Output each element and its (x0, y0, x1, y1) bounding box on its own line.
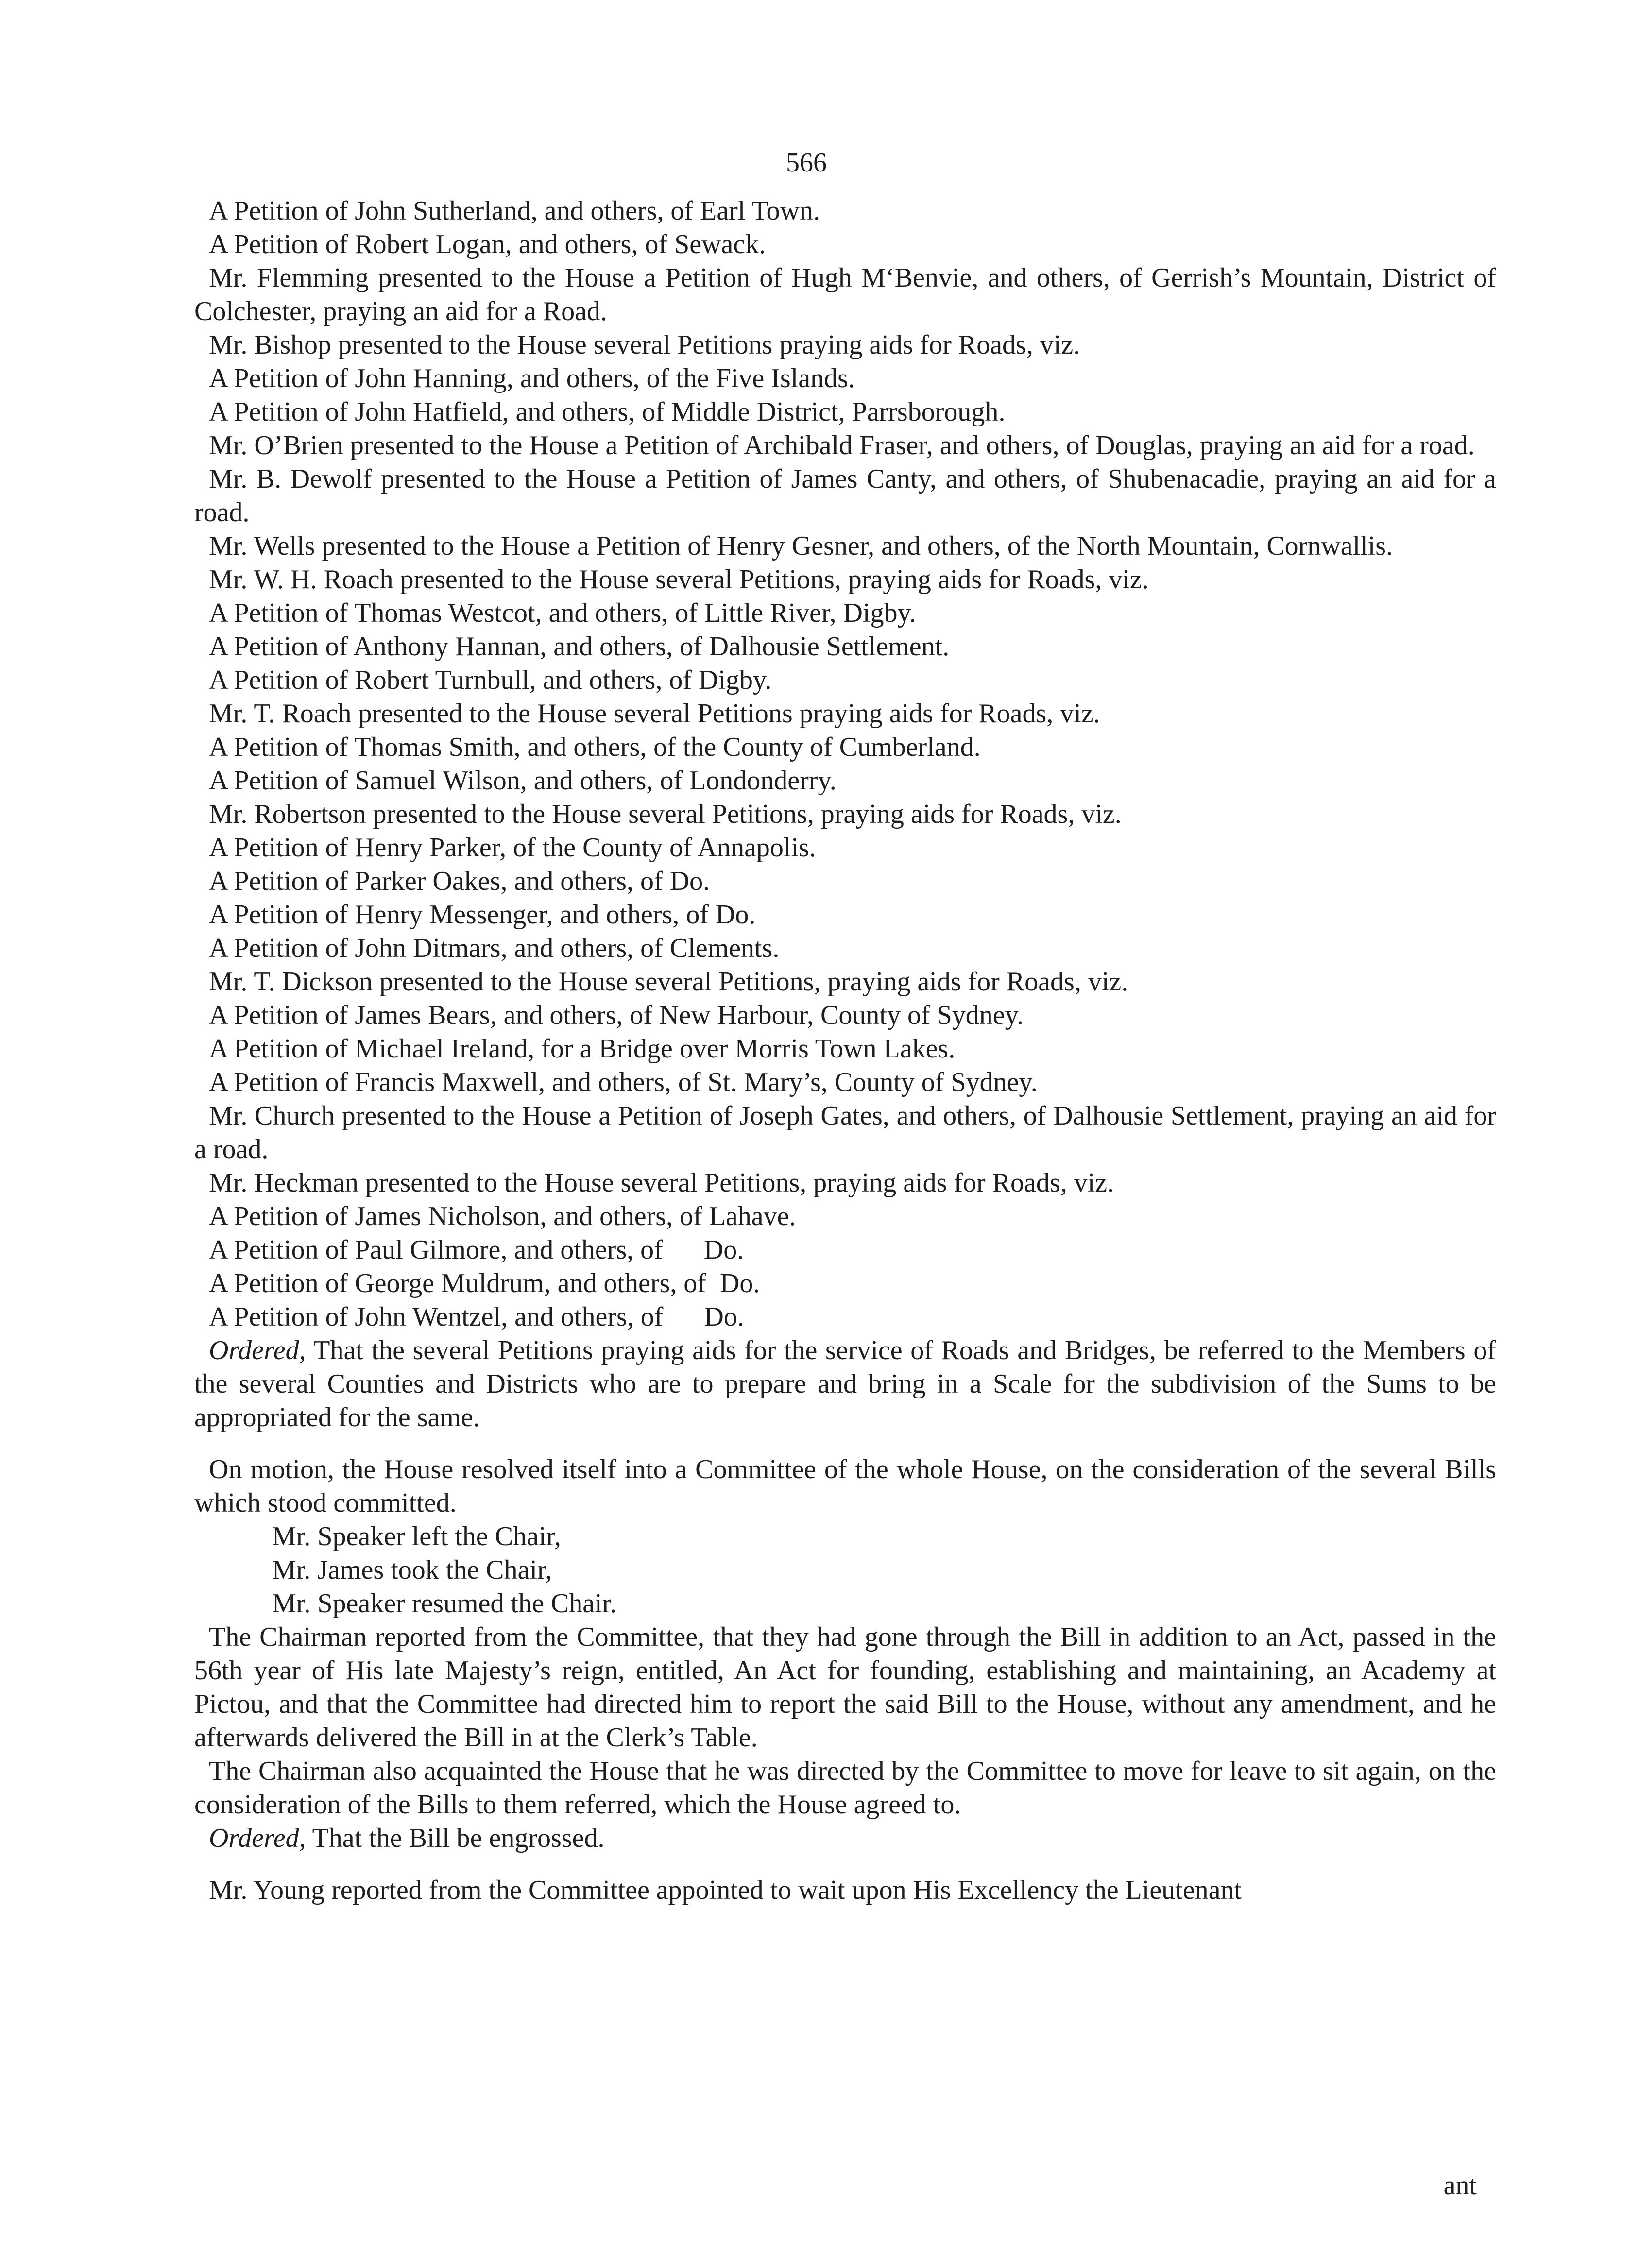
ordered-lead: Ordered, (209, 1823, 306, 1853)
chair-entry: Mr. Speaker resumed the Chair. (272, 1588, 617, 1619)
petition-entry: A Petition of Thomas Westcot, and others, of Little River, Digby. (209, 598, 916, 628)
presentation-entry: Mr. Heckman presented to the House several Petitions, praying aids for Roads, viz. (209, 1168, 1114, 1198)
presentation-entry: Mr. T. Roach presented to the House several Petitions praying aids for Roads, viz. (209, 699, 1100, 729)
presentation-entry: Mr. T. Dickson presented to the House several Petitions, praying aids for Roads, viz. (209, 967, 1128, 997)
presentation-entry: Mr. O’Brien presented to the House a Petition of Archibald Fraser, and others, of Douglas, praying an aid for a road. (209, 430, 1475, 460)
report-entry: The Chairman also acquainted the House that he was directed by the Committee to move for leave to sit again, on the consideration of the Bills to them referred, which the House agreed to. (194, 1756, 1496, 1820)
motion-entry: On motion, the House resolved itself into a Committee of the whole House, on the consideration of the several Bills which stood committed. (194, 1454, 1496, 1518)
report-entry: Mr. Young reported from the Committee appointed to wait upon His Excellency the Lieutenant (209, 1875, 1242, 1905)
presentation-entry: Mr. Church presented to the House a Petition of Joseph Gates, and others, of Dalhousie Settlement, praying an aid for a road. (194, 1101, 1496, 1164)
presentation-entry: Mr. Robertson presented to the House several Petitions, praying aids for Roads, viz. (209, 799, 1122, 829)
petition-entry: A Petition of John Ditmars, and others, of Clements. (209, 933, 780, 963)
petition-entry: A Petition of Robert Logan, and others, of Sewack. (209, 229, 766, 259)
presentation-entry: Mr. Flemming presented to the House a Petition of Hugh M‘Benvie, and others, of Gerrish’s Mountain, District of Colchester, praying an aid for a Road. (194, 263, 1496, 326)
petition-entry: A Petition of Paul Gilmore, and others, of Do. (209, 1235, 744, 1265)
petition-entry: A Petition of John Sutherland, and others, of Earl Town. (209, 196, 820, 226)
ordered-lead: Ordered, (209, 1335, 306, 1365)
petition-entry: A Petition of Anthony Hannan, and others, of Dalhousie Settlement. (209, 631, 950, 662)
petition-entry: A Petition of George Muldrum, and others, of Do. (209, 1268, 760, 1298)
petition-entry: A Petition of Thomas Smith, and others, of the County of Cumberland. (209, 732, 981, 762)
journal-text (194, 194, 1496, 1907)
catchword: ant (1443, 2170, 1477, 2200)
petition-entry: A Petition of Francis Maxwell, and others, of St. Mary’s, County of Sydney. (209, 1067, 1038, 1097)
petition-entry: A Petition of Parker Oakes, and others, of Do. (209, 866, 710, 896)
presentation-entry: Mr. Wells presented to the House a Petition of Henry Gesner, and others, of the North Mountain, Cornwallis. (209, 531, 1393, 561)
chair-entry: Mr. Speaker left the Chair, (272, 1521, 561, 1552)
petition-entry: A Petition of John Wentzel, and others, of Do. (209, 1302, 744, 1332)
order-text: That the several Petitions praying aids for the service of Roads and Bridges, be referred to the Members of the several Counties and Districts who are to prepare and bring in a Scale for the subdivision of the Sums to be appropriated for the same. (194, 1335, 1496, 1432)
presentation-entry: Mr. W. H. Roach presented to the House several Petitions, praying aids for Roads, viz. (209, 564, 1149, 595)
petition-entry: A Petition of John Hanning, and others, of the Five Islands. (209, 363, 855, 393)
petition-entry: A Petition of Henry Messenger, and others, of Do. (209, 900, 756, 930)
petition-entry: A Petition of Henry Parker, of the County of Annapolis. (209, 833, 816, 863)
petition-entry: A Petition of Robert Turnbull, and others, of Digby. (209, 665, 772, 695)
chair-entry: Mr. James took the Chair, (272, 1555, 552, 1585)
presentation-entry: Mr. Bishop presented to the House several Petitions praying aids for Roads, viz. (209, 330, 1080, 360)
petition-entry: A Petition of Samuel Wilson, and others, of Londonderry. (209, 766, 837, 796)
petition-entry: A Petition of Michael Ireland, for a Bridge over Morris Town Lakes. (209, 1034, 956, 1064)
order-text: That the Bill be engrossed. (306, 1823, 605, 1853)
order-entry (194, 1822, 1496, 1855)
petition-entry: A Petition of James Nicholson, and others, of Lahave. (209, 1201, 796, 1231)
petition-entry: A Petition of James Bears, and others, of New Harbour, County of Sydney. (209, 1000, 1024, 1030)
presentation-entry: Mr. B. Dewolf presented to the House a Petition of James Canty, and others, of Shubenacadie, praying an aid for a road. (194, 464, 1496, 528)
page-number: 566 (786, 148, 827, 178)
petition-entry: A Petition of John Hatfield, and others, of Middle District, Parrsborough. (209, 397, 1006, 427)
order-entry (194, 1334, 1496, 1434)
report-entry: The Chairman reported from the Committee, that they had gone through the Bill in addition to an Act, passed in the 56th year of His late Majesty’s reign, entitled, An Act for founding, establishing and maintaining, an Academy at Pictou, and that the Committee had directed him to report the said Bill to the House, without any amendment, and he afterwards delivered the Bill in at the Clerk’s Table. (194, 1622, 1496, 1753)
